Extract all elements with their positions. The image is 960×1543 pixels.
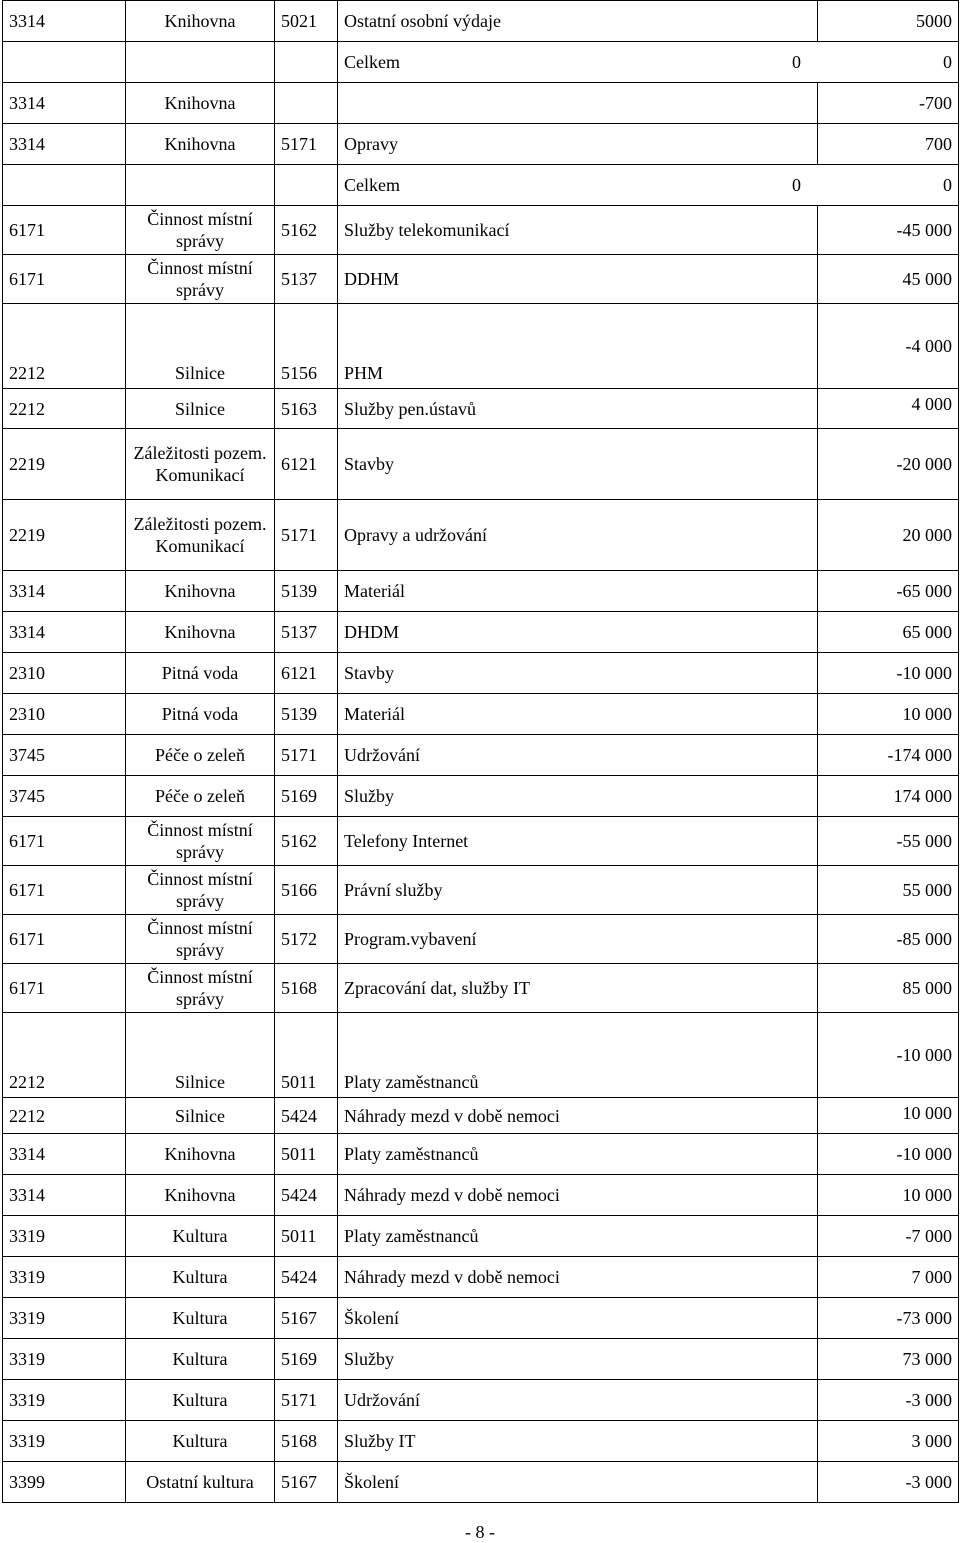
item-code-cell: 5011: [275, 1216, 338, 1257]
item-code-cell: 5162: [275, 206, 338, 255]
table-row: [3, 817, 959, 866]
paragraph-cell: 2212: [3, 1098, 126, 1134]
amount-cell: 10 000: [818, 1098, 959, 1134]
budget-change-table: [2, 0, 959, 1503]
section-name-cell: Péče o zeleň: [126, 776, 275, 817]
table-row: [3, 1, 959, 42]
amount-cell: 7 000: [818, 1257, 959, 1298]
section-name-cell: Kultura: [126, 1339, 275, 1380]
item-code-cell: 5168: [275, 964, 338, 1013]
section-name-cell: Činnost místní správy: [126, 964, 275, 1013]
paragraph-cell: 3319: [3, 1298, 126, 1339]
item-code-cell: 5139: [275, 694, 338, 735]
amount-cell: -3 000: [818, 1462, 959, 1503]
empty-cell: [126, 42, 275, 83]
total-cell: [338, 42, 959, 83]
item-description-cell: Právní služby: [338, 866, 818, 915]
item-description-cell: Platy zaměstnanců: [338, 1013, 818, 1098]
paragraph-cell: 3314: [3, 1, 126, 42]
paragraph-cell: 2212: [3, 304, 126, 389]
total-label: Celkem: [344, 175, 400, 195]
paragraph-cell: 3314: [3, 1134, 126, 1175]
section-name-cell: Záležitosti pozem. Komunikací: [126, 500, 275, 571]
table-row: [3, 124, 959, 165]
amount-cell: 700: [818, 124, 959, 165]
item-description-cell: Platy zaměstnanců: [338, 1134, 818, 1175]
item-code-cell: 5166: [275, 866, 338, 915]
section-name-cell: Silnice: [126, 1098, 275, 1134]
paragraph-cell: 6171: [3, 915, 126, 964]
section-name-cell: Činnost místní správy: [126, 206, 275, 255]
item-description-cell: DDHM: [338, 255, 818, 304]
item-code-cell: 5137: [275, 612, 338, 653]
item-code-cell: 5137: [275, 255, 338, 304]
section-name-cell: Činnost místní správy: [126, 866, 275, 915]
table-row: [3, 1421, 959, 1462]
table-row: [3, 304, 959, 389]
paragraph-cell: 2212: [3, 389, 126, 429]
item-code-cell: 5171: [275, 735, 338, 776]
table-row: [3, 83, 959, 124]
paragraph-cell: 6171: [3, 255, 126, 304]
section-name-cell: Knihovna: [126, 1175, 275, 1216]
total-value-1: 0: [792, 52, 801, 72]
paragraph-cell: 3319: [3, 1380, 126, 1421]
item-description-cell: Náhrady mezd v době nemoci: [338, 1175, 818, 1216]
item-description-cell: Opravy: [338, 124, 818, 165]
table-row: [3, 1339, 959, 1380]
section-name-cell: Kultura: [126, 1298, 275, 1339]
section-name-cell: Kultura: [126, 1380, 275, 1421]
item-code-cell: 5162: [275, 817, 338, 866]
table-row: [3, 1134, 959, 1175]
paragraph-cell: 6171: [3, 206, 126, 255]
total-value-1: 0: [792, 175, 801, 195]
item-description-cell: Zpracování dat, služby IT: [338, 964, 818, 1013]
item-description-cell: Materiál: [338, 571, 818, 612]
table-row: [3, 694, 959, 735]
empty-cell: [126, 165, 275, 206]
item-code-cell: [275, 83, 338, 124]
item-description-cell: PHM: [338, 304, 818, 389]
table-row: [3, 1175, 959, 1216]
amount-cell: 4 000: [818, 389, 959, 429]
table-row: [3, 1216, 959, 1257]
table-row: [3, 964, 959, 1013]
item-description-cell: [338, 83, 818, 124]
amount-cell: -65 000: [818, 571, 959, 612]
amount-cell: 85 000: [818, 964, 959, 1013]
paragraph-cell: 2219: [3, 500, 126, 571]
item-description-cell: Stavby: [338, 653, 818, 694]
amount-cell: -700: [818, 83, 959, 124]
amount-cell: 65 000: [818, 612, 959, 653]
amount-cell: -45 000: [818, 206, 959, 255]
amount-cell: -3 000: [818, 1380, 959, 1421]
item-code-cell: 5167: [275, 1462, 338, 1503]
section-name-cell: Silnice: [126, 304, 275, 389]
table-row: [3, 500, 959, 571]
section-name-cell: Činnost místní správy: [126, 915, 275, 964]
amount-cell: 174 000: [818, 776, 959, 817]
total-row: [3, 165, 959, 206]
item-code-cell: 5172: [275, 915, 338, 964]
table-row: [3, 915, 959, 964]
item-code-cell: 5171: [275, 500, 338, 571]
table-row: [3, 653, 959, 694]
item-description-cell: Služby IT: [338, 1421, 818, 1462]
table-row: [3, 255, 959, 304]
section-name-cell: Kultura: [126, 1257, 275, 1298]
item-code-cell: 5424: [275, 1098, 338, 1134]
table-row: [3, 1257, 959, 1298]
amount-cell: 5000: [818, 1, 959, 42]
item-code-cell: 5171: [275, 1380, 338, 1421]
table-row: [3, 206, 959, 255]
paragraph-cell: 3745: [3, 776, 126, 817]
table-row: [3, 1298, 959, 1339]
section-name-cell: Pitná voda: [126, 694, 275, 735]
budget-table-body: [3, 1, 959, 1503]
section-name-cell: Kultura: [126, 1216, 275, 1257]
item-description-cell: Platy zaměstnanců: [338, 1216, 818, 1257]
item-code-cell: 5168: [275, 1421, 338, 1462]
item-code-cell: 5169: [275, 776, 338, 817]
paragraph-cell: 2310: [3, 653, 126, 694]
paragraph-cell: 3314: [3, 83, 126, 124]
table-row: [3, 735, 959, 776]
empty-cell: [275, 42, 338, 83]
paragraph-cell: 6171: [3, 817, 126, 866]
item-code-cell: 5139: [275, 571, 338, 612]
item-description-cell: DHDM: [338, 612, 818, 653]
section-name-cell: Silnice: [126, 389, 275, 429]
amount-cell: -10 000: [818, 1134, 959, 1175]
section-name-cell: Záležitosti pozem. Komunikací: [126, 429, 275, 500]
paragraph-cell: 3745: [3, 735, 126, 776]
table-row: [3, 429, 959, 500]
item-code-cell: 5021: [275, 1, 338, 42]
paragraph-cell: 3314: [3, 124, 126, 165]
paragraph-cell: 6171: [3, 964, 126, 1013]
section-name-cell: Knihovna: [126, 1134, 275, 1175]
paragraph-cell: 3319: [3, 1339, 126, 1380]
section-name-cell: Pitná voda: [126, 653, 275, 694]
paragraph-cell: 3314: [3, 1175, 126, 1216]
item-description-cell: Služby telekomunikací: [338, 206, 818, 255]
item-code-cell: 6121: [275, 653, 338, 694]
item-code-cell: 5171: [275, 124, 338, 165]
section-name-cell: Knihovna: [126, 1, 275, 42]
paragraph-cell: 3319: [3, 1216, 126, 1257]
amount-cell: -174 000: [818, 735, 959, 776]
table-row: [3, 389, 959, 429]
item-code-cell: 5011: [275, 1134, 338, 1175]
item-description-cell: Školení: [338, 1298, 818, 1339]
section-name-cell: Ostatní kultura: [126, 1462, 275, 1503]
paragraph-cell: 3314: [3, 571, 126, 612]
amount-cell: -20 000: [818, 429, 959, 500]
amount-cell: 20 000: [818, 500, 959, 571]
table-row: [3, 1098, 959, 1134]
section-name-cell: Činnost místní správy: [126, 255, 275, 304]
amount-cell: -4 000: [818, 304, 959, 389]
item-code-cell: 5167: [275, 1298, 338, 1339]
paragraph-cell: 3314: [3, 612, 126, 653]
table-row: [3, 571, 959, 612]
item-code-cell: 5156: [275, 304, 338, 389]
item-description-cell: Služby: [338, 776, 818, 817]
amount-cell: 55 000: [818, 866, 959, 915]
table-row: [3, 1380, 959, 1421]
item-description-cell: Služby: [338, 1339, 818, 1380]
amount-cell: -85 000: [818, 915, 959, 964]
section-name-cell: Knihovna: [126, 124, 275, 165]
amount-cell: -73 000: [818, 1298, 959, 1339]
section-name-cell: Knihovna: [126, 612, 275, 653]
item-code-cell: 5424: [275, 1175, 338, 1216]
amount-cell: 73 000: [818, 1339, 959, 1380]
item-description-cell: Udržování: [338, 1380, 818, 1421]
amount-cell: -10 000: [818, 1013, 959, 1098]
item-code-cell: 5011: [275, 1013, 338, 1098]
item-description-cell: Stavby: [338, 429, 818, 500]
paragraph-cell: 3319: [3, 1257, 126, 1298]
table-row: [3, 1013, 959, 1098]
empty-cell: [3, 165, 126, 206]
item-description-cell: Udržování: [338, 735, 818, 776]
amount-cell: -55 000: [818, 817, 959, 866]
item-code-cell: 6121: [275, 429, 338, 500]
total-value-2: 0: [943, 175, 952, 195]
item-description-cell: Náhrady mezd v době nemoci: [338, 1257, 818, 1298]
amount-cell: 10 000: [818, 1175, 959, 1216]
amount-cell: -10 000: [818, 653, 959, 694]
amount-cell: -7 000: [818, 1216, 959, 1257]
total-row: [3, 42, 959, 83]
table-row: [3, 776, 959, 817]
item-description-cell: Materiál: [338, 694, 818, 735]
item-description-cell: Opravy a udržování: [338, 500, 818, 571]
item-description-cell: Program.vybavení: [338, 915, 818, 964]
item-description-cell: Náhrady mezd v době nemoci: [338, 1098, 818, 1134]
item-code-cell: 5163: [275, 389, 338, 429]
section-name-cell: Péče o zeleň: [126, 735, 275, 776]
table-row: [3, 612, 959, 653]
paragraph-cell: 2212: [3, 1013, 126, 1098]
total-cell: [338, 165, 959, 206]
section-name-cell: Knihovna: [126, 571, 275, 612]
total-value-2: 0: [943, 52, 952, 72]
item-description-cell: Telefony Internet: [338, 817, 818, 866]
section-name-cell: Silnice: [126, 1013, 275, 1098]
item-code-cell: 5169: [275, 1339, 338, 1380]
empty-cell: [3, 42, 126, 83]
page-number: - 8 -: [465, 1522, 495, 1542]
amount-cell: 3 000: [818, 1421, 959, 1462]
item-description-cell: Ostatní osobní výdaje: [338, 1, 818, 42]
item-description-cell: Služby pen.ústavů: [338, 389, 818, 429]
section-name-cell: Kultura: [126, 1421, 275, 1462]
table-row: [3, 1462, 959, 1503]
amount-cell: 10 000: [818, 694, 959, 735]
paragraph-cell: 6171: [3, 866, 126, 915]
item-code-cell: 5424: [275, 1257, 338, 1298]
paragraph-cell: 2310: [3, 694, 126, 735]
amount-cell: 45 000: [818, 255, 959, 304]
paragraph-cell: 3399: [3, 1462, 126, 1503]
paragraph-cell: 3319: [3, 1421, 126, 1462]
total-label: Celkem: [344, 52, 400, 72]
item-description-cell: Školení: [338, 1462, 818, 1503]
section-name-cell: Knihovna: [126, 83, 275, 124]
table-row: [3, 866, 959, 915]
section-name-cell: Činnost místní správy: [126, 817, 275, 866]
paragraph-cell: 2219: [3, 429, 126, 500]
empty-cell: [275, 165, 338, 206]
